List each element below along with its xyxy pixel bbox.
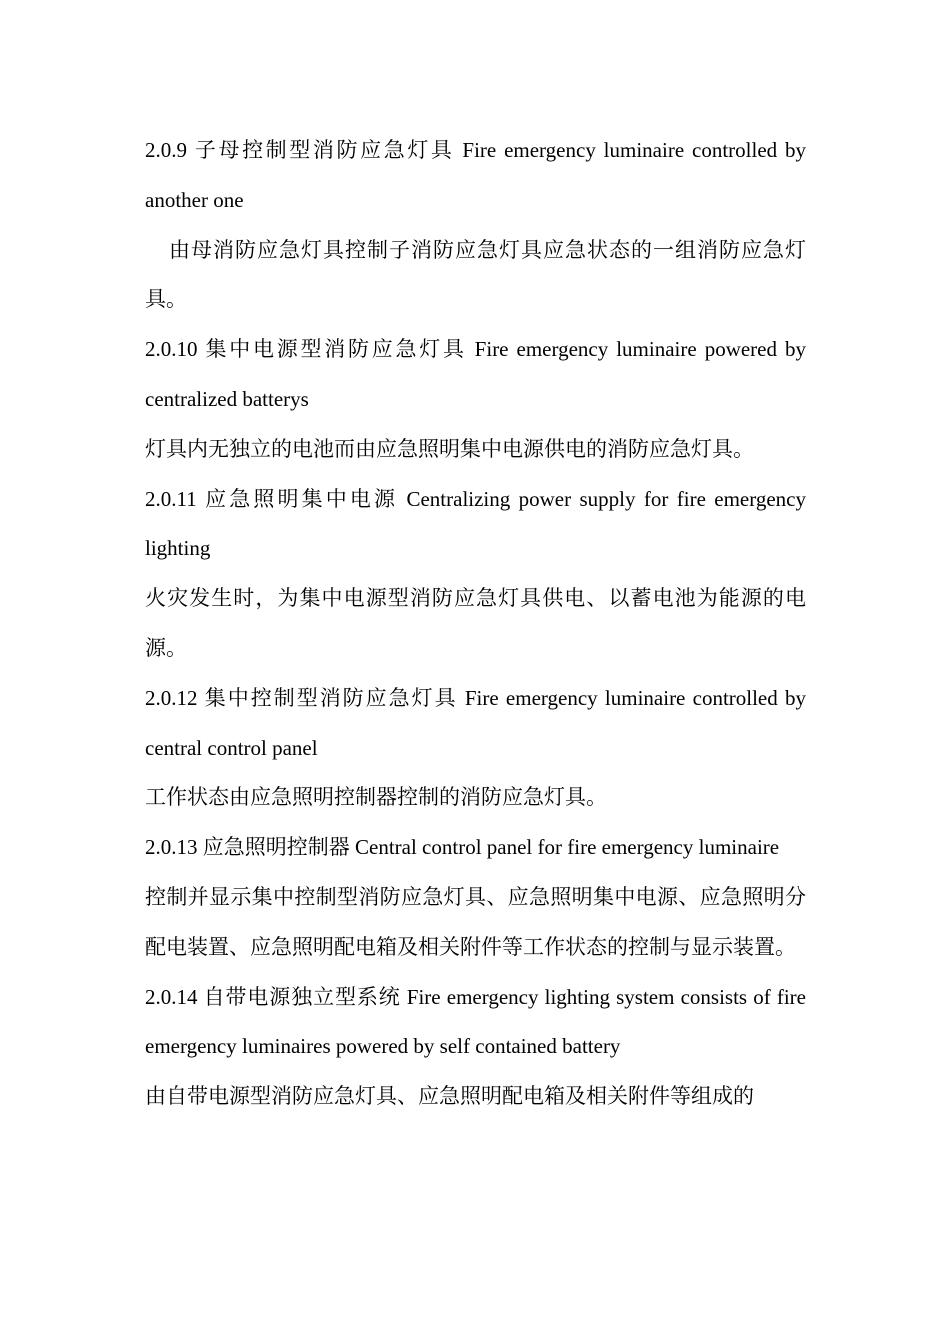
term-heading-2-0-10: 2.0.10 集中电源型消防应急灯具 Fire emergency luminaire powered by centralized batterys (145, 337, 806, 411)
term-definition-2-0-9: 由母消防应急灯具控制子消防应急灯具应急状态的一组消防应急灯具。 (145, 237, 806, 312)
term-heading-2-0-9: 2.0.9 子母控制型消防应急灯具 Fire emergency luminaire controlled by another one (145, 138, 806, 212)
term-definition-2-0-13: 控制并显示集中控制型消防应急灯具、应急照明集中电源、应急照明分配电装置、应急照明配电箱及相关附件等工作状态的控制与显示装置。 (145, 884, 806, 959)
term-heading-2-0-13: 2.0.13 应急照明控制器 Central control panel for fire emergency luminaire (145, 835, 780, 860)
term-definition-2-0-10: 灯具内无独立的电池而由应急照明集中电源供电的消防应急灯具。 (145, 436, 754, 461)
term-definition-2-0-11: 火灾发生时，为集中电源型消防应急灯具供电、以蓄电池为能源的电源。 (145, 586, 806, 660)
term-heading-2-0-11: 2.0.11 应急照明集中电源 Centralizing power supply for fire emergency lighting (145, 486, 806, 561)
term-definition-2-0-12: 工作状态由应急照明控制器控制的消防应急灯具。 (145, 785, 607, 810)
document-body (145, 126, 806, 1122)
term-definition-2-0-14: 由自带电源型消防应急灯具、应急照明配电箱及相关附件等组成的 (145, 1084, 754, 1109)
term-heading-2-0-12: 2.0.12 集中控制型消防应急灯具 Fire emergency luminaire controlled by central control panel (145, 685, 806, 760)
term-heading-2-0-14: 2.0.14 自带电源独立型系统 Fire emergency lighting system consists of fire emergency luminaires powered by self contained battery (145, 984, 806, 1059)
